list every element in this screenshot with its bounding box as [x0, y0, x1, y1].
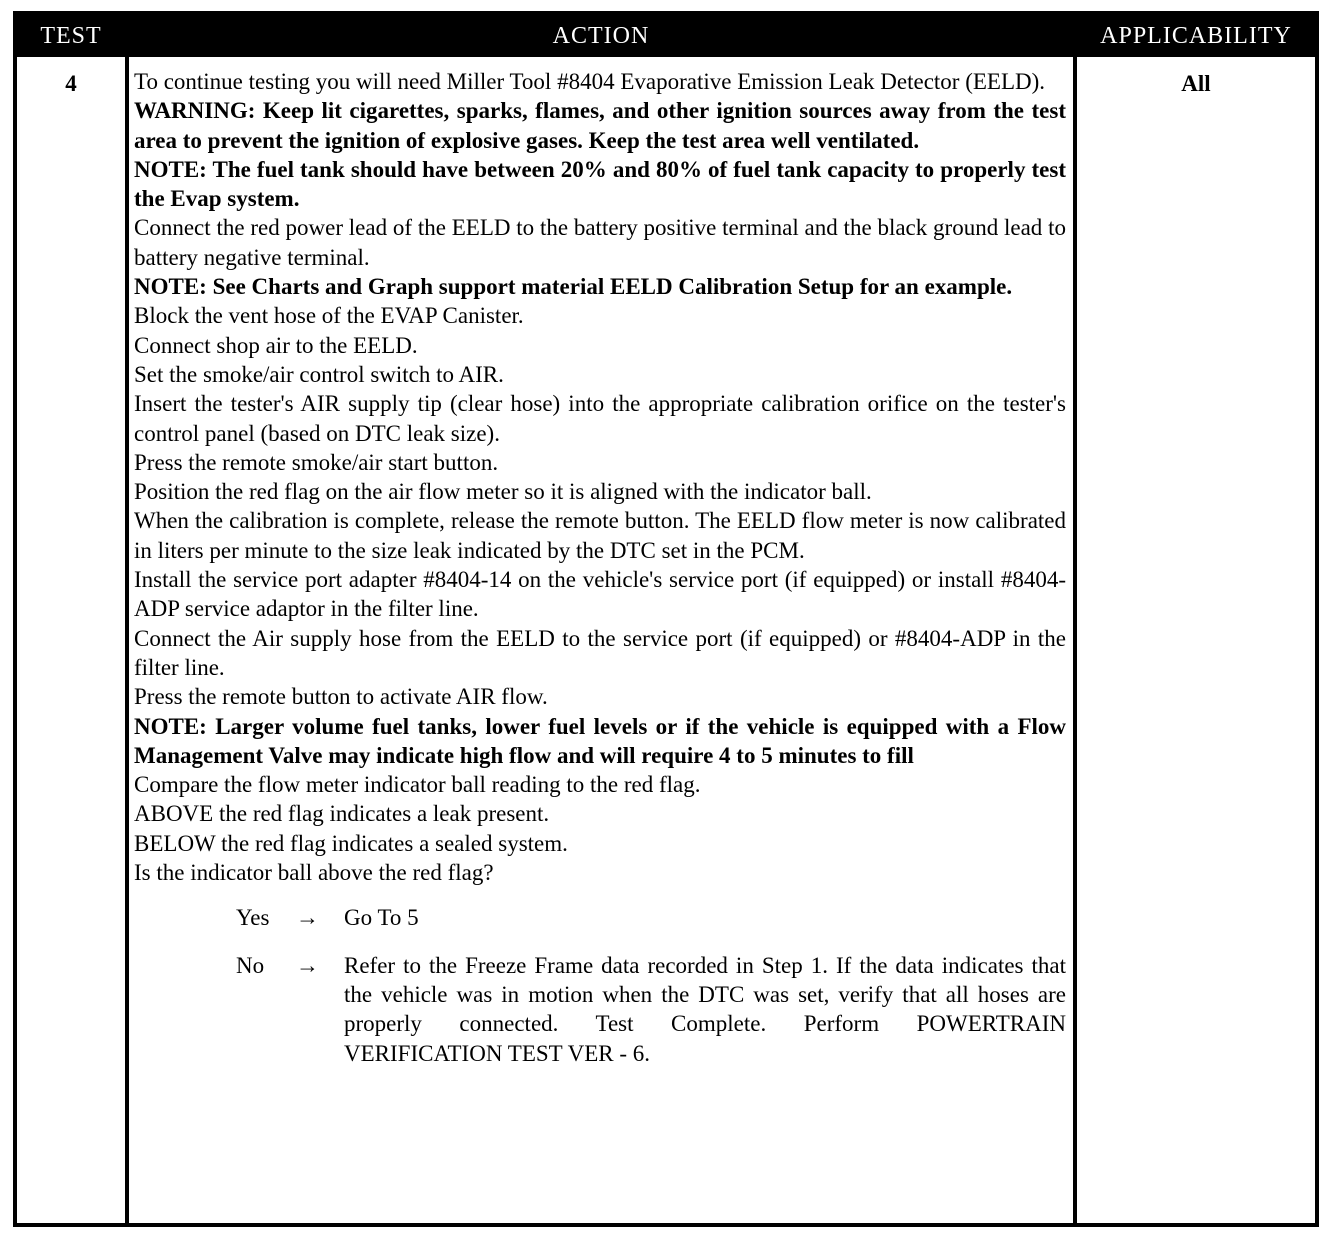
action-step: Install the service port adapter #8404-14 on the vehicle's service port (if equipped) or install #8404-ADP service adaptor in the filter line. — [134, 567, 1066, 622]
action-step: To continue testing you will need Miller Tool #8404 Evaporative Emission Leak Detector (EELD). — [134, 69, 1046, 94]
header-action: ACTION — [552, 23, 650, 49]
action-step: When the calibration is complete, release the remote button. The EELD flow meter is now calibrated in liters per minute to the size leak indicated by the DTC set in the PCM. — [134, 508, 1066, 563]
no-result: Refer to the Freeze Frame data recorded in Step 1. If the data indicates that the vehicle was in motion when the DTC was set, verify that all hoses are properly connected. Test Complete. Perform POWERTRAIN VERIFICATION TEST VER - 6. — [344, 952, 1066, 1066]
test-number: 4 — [65, 71, 77, 96]
action-step: Press the remote smoke/air start button. — [134, 449, 499, 475]
action-step: BELOW the red flag indicates a sealed system. — [134, 830, 568, 856]
action-note: NOTE: The fuel tank should have between 20% and 80% of fuel tank capacity to properly test the Evap system. — [134, 156, 1066, 212]
column-divider — [125, 57, 129, 1223]
action-step: Press the remote button to activate AIR flow. — [134, 684, 548, 710]
action-note: WARNING: Keep lit cigarettes, sparks, flames, and other ignition sources away from the test area to prevent the ignition of explosive gases. Keep the test area well ventilated. — [134, 98, 1066, 153]
action-step: Insert the tester's AIR supply tip (clear hose) into the appropriate calibration orifice on the tester's control panel (based on DTC leak size). — [134, 391, 1066, 446]
action-step: Connect the red power lead of the EELD to the battery positive terminal and the black ground lead to battery negative terminal. — [134, 215, 1066, 270]
action-step: Position the red flag on the air flow meter so it is aligned with the indicator ball. — [134, 479, 872, 505]
action-cell — [134, 67, 1066, 1068]
yes-label: Yes — [236, 905, 270, 931]
action-note: NOTE: See Charts and Graph support material EELD Calibration Setup for an example. — [134, 274, 1013, 300]
action-note: NOTE: Larger volume fuel tanks, lower fuel levels or if the vehicle is equipped with a Flow Management Valve may indicate high flow and will require 4 to 5 minutes to fill — [134, 713, 1066, 768]
header-applicability: APPLICABILITY — [1100, 23, 1292, 49]
arrow-right-icon: → — [296, 905, 319, 931]
yes-result: Go To 5 — [344, 905, 419, 931]
action-step: Connect the Air supply hose from the EELD to the service port (if equipped) or #8404-ADP in the filter line. — [134, 625, 1066, 680]
arrow-right-icon: → — [296, 952, 319, 978]
header-test: TEST — [40, 23, 102, 49]
no-branch — [134, 951, 1066, 1068]
table-header — [17, 15, 1315, 57]
action-steps — [134, 67, 1066, 887]
yes-branch — [134, 903, 1066, 932]
column-divider — [1073, 57, 1077, 1223]
no-label: No — [236, 952, 265, 978]
action-step: Is the indicator ball above the red flag? — [134, 860, 494, 886]
applicability-value: All — [1181, 71, 1211, 96]
action-step: Compare the flow meter indicator ball reading to the red flag. — [134, 772, 701, 798]
action-step: Set the smoke/air control switch to AIR. — [134, 361, 504, 387]
action-step: Connect shop air to the EELD. — [134, 332, 418, 358]
action-step: Block the vent hose of the EVAP Canister. — [134, 303, 524, 329]
action-step: ABOVE the red flag indicates a leak present. — [134, 801, 550, 827]
diagnostic-test-table — [13, 11, 1319, 1227]
